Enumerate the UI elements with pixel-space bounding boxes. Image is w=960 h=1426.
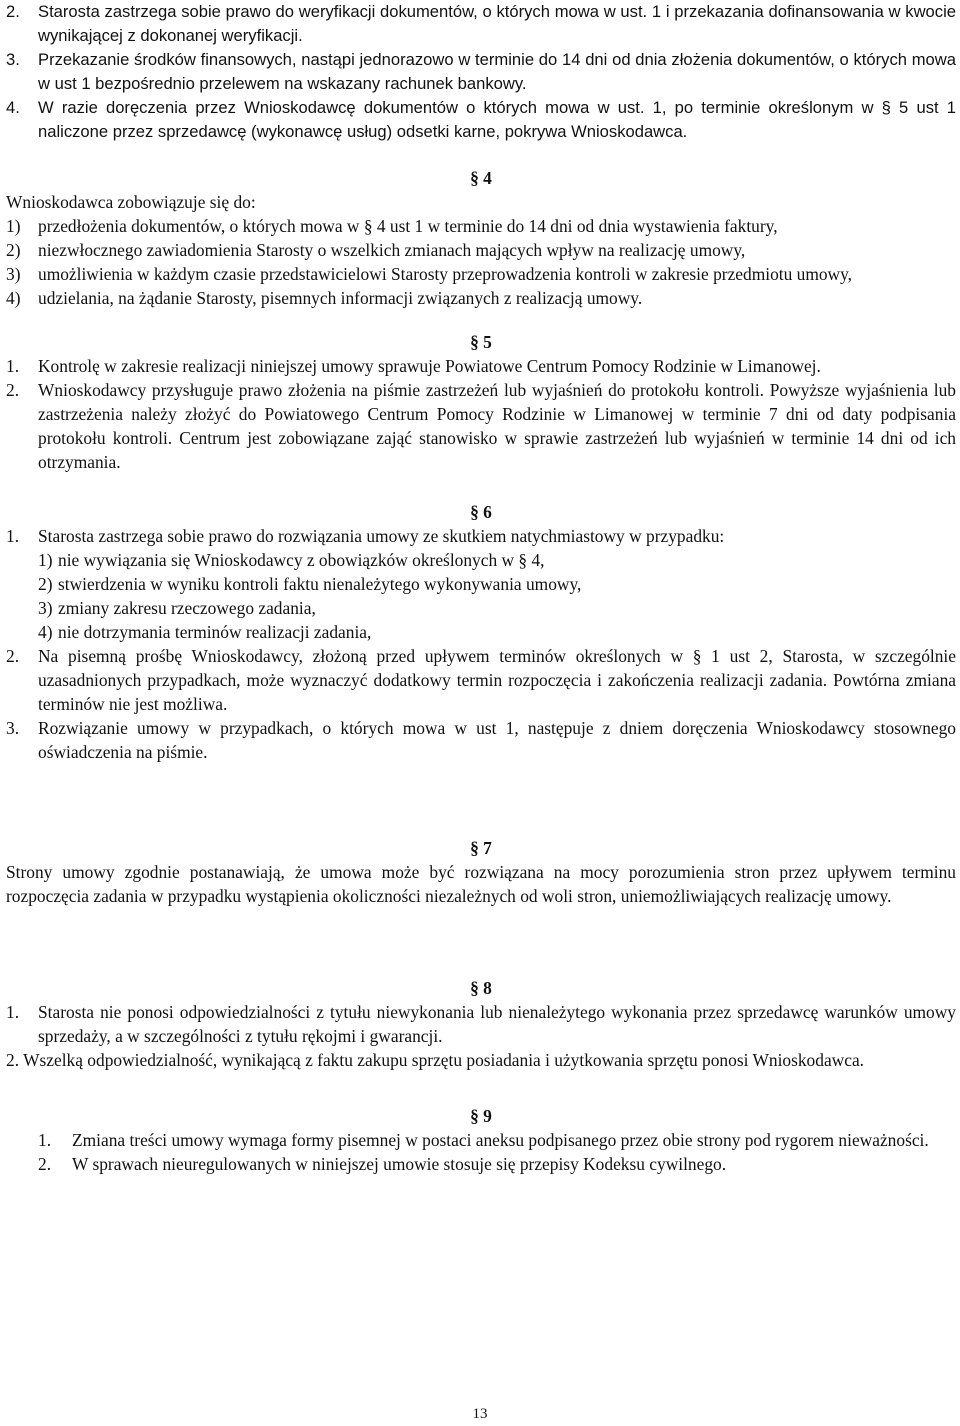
sub-list-item-text: zmiany zakresu rzeczowego zadania, xyxy=(58,598,316,618)
list-item-text: Kontrolę w zakresie realizacji niniejszej umowy sprawuje Powiatowe Centrum Pomocy Rodzinie w Limanowej. xyxy=(38,356,821,376)
sub-list-item xyxy=(6,596,956,620)
list-item-text: przedłożenia dokumentów, o których mowa w § 4 ust 1 w terminie do 14 dni od dnia wystawienia faktury, xyxy=(38,216,778,236)
list-item-number: 3) xyxy=(6,264,21,284)
list-item-text: Rozwiązanie umowy w przypadkach, o których mowa w ust 1, następuje z dniem doręczenia Wnioskodawcy stosownego oświadczenia na piśmie. xyxy=(38,718,956,762)
list-item xyxy=(6,286,956,310)
list-item-number: 2. xyxy=(6,1050,20,1070)
section-5-heading: § 5 xyxy=(470,332,492,352)
paragraph-3 xyxy=(6,48,956,96)
sub-list-item xyxy=(6,620,956,644)
section-5-body xyxy=(6,354,956,474)
section-8-body xyxy=(6,1000,956,1072)
list-item xyxy=(6,716,956,764)
list-item-text: Starosta zastrzega sobie prawo do rozwiązania umowy ze skutkiem natychmiastowy w przypadku: xyxy=(38,526,725,546)
list-item xyxy=(6,238,956,262)
section-7-heading: § 7 xyxy=(470,838,492,858)
document-page xyxy=(6,0,956,1176)
list-item-text: Starosta nie ponosi odpowiedzialności z tytułu niewykonania lub nienależytego wykonania przez sprzedawcę warunków umowy sprzedaży, a w szczególności z tytułu rękojmi i gwarancji. xyxy=(38,1002,956,1046)
sub-list-item-text: stwierdzenia w wyniku kontroli faktu nienależytego wykonywania umowy, xyxy=(58,574,582,594)
section-4-body xyxy=(6,190,956,310)
section-9-body xyxy=(6,1128,956,1176)
list-item-text: umożliwienia w każdym czasie przedstawicielowi Starosty przeprowadzenia kontroli w zakresie przedmiotu umowy, xyxy=(38,264,853,284)
list-item-text: Zmiana treści umowy wymaga formy pisemnej w postaci aneksu podpisanego przez obie strony pod rygorem nieważności. xyxy=(72,1130,929,1150)
list-item xyxy=(6,1000,956,1048)
paragraph-text: Przekazanie środków finansowych, nastąpi jednorazowo w terminie do 14 dni od dnia złożenia dokumentów, o których mowa w ust 1 bezpośrednio przelewem na wskazany rachunek bankowy. xyxy=(38,50,956,93)
list-item-number: 2. xyxy=(6,380,20,400)
list-item-number: 2. xyxy=(38,1154,52,1174)
section-8-heading: § 8 xyxy=(470,978,492,998)
list-item-text: Wnioskodawcy przysługuje prawo złożenia na piśmie zastrzeżeń lub wyjaśnień do protokołu kontroli. Powyższe wyjaśnienia lub zastrzeżenia należy złożyć do Powiatowego Centrum Pomocy Rodzinie w Limanowej w terminie 7 dni od daty podpisania protokołu kontroli. Centrum jest zobowiązane zająć stanowisko w sprawie zastrzeżeń lub wyjaśnień w terminie 14 dni od ich otrzymania. xyxy=(38,380,956,472)
paragraph-text: W razie doręczenia przez Wnioskodawcę dokumentów o których mowa w ust. 1, po terminie określonym w § 5 ust 1 naliczone przez sprzedawcę (wykonawcę usług) odsetki karne, pokrywa Wnioskodawca. xyxy=(38,98,956,141)
list-item-number: 2. xyxy=(6,646,20,666)
list-item-number: 2) xyxy=(6,240,21,260)
section-6-heading: § 6 xyxy=(470,502,492,522)
page-number: 13 xyxy=(472,1406,488,1422)
list-item-number: 1. xyxy=(38,1130,52,1150)
list-item-number: 1) xyxy=(6,216,21,236)
list-item xyxy=(6,214,956,238)
list-item-number: 3. xyxy=(6,718,20,738)
list-item xyxy=(6,524,956,548)
paragraph-2 xyxy=(6,0,956,48)
sub-list-item-number: 3) xyxy=(38,598,53,618)
sub-list-item-text: nie wywiązania się Wnioskodawcy z obowiązków określonych w § 4, xyxy=(58,550,545,570)
sub-list-item-number: 2) xyxy=(38,574,53,594)
list-item-text: W sprawach nieuregulowanych w niniejszej umowie stosuje się przepisy Kodeksu cywilnego. xyxy=(72,1154,727,1174)
section-4-intro: Wnioskodawca zobowiązuje się do: xyxy=(6,192,256,212)
section-7-text: Strony umowy zgodnie postanawiają, że umowa może być rozwiązana na mocy porozumienia stron przez upływem terminu rozpoczęcia zadania w przypadku wystąpienia okoliczności niezależnych od woli stron, uniemożliwiających realizację umowy. xyxy=(6,862,956,906)
list-item-number: 1. xyxy=(6,526,20,546)
list-item-number: 4) xyxy=(6,288,21,308)
list-item-number: 1. xyxy=(6,1002,20,1022)
section-4-heading: § 4 xyxy=(470,168,492,188)
list-item-text: udzielania, na żądanie Starosty, pisemnych informacji związanych z realizacją umowy. xyxy=(38,288,643,308)
list-item xyxy=(6,1048,956,1072)
section-6-body xyxy=(6,524,956,764)
list-item-text: Wszelką odpowiedzialność, wynikającą z faktu zakupu sprzętu posiadania i użytkowania sprzętu ponosi Wnioskodawca. xyxy=(23,1050,865,1070)
list-item xyxy=(6,1128,956,1152)
list-item xyxy=(6,1152,956,1176)
paragraph-4 xyxy=(6,96,956,144)
list-item-text: niezwłocznego zawiadomienia Starosty o wszelkich zmianach mających wpływ na realizację umowy, xyxy=(38,240,746,260)
section-9-heading: § 9 xyxy=(470,1106,492,1126)
sub-list-item-number: 4) xyxy=(38,622,53,642)
paragraph-text: Starosta zastrzega sobie prawo do weryfikacji dokumentów, o których mowa w ust. 1 i przekazania dofinansowania w kwocie wynikającej z dokonanej weryfikacji. xyxy=(38,2,956,45)
section-3-continuation xyxy=(6,0,956,144)
list-item xyxy=(6,354,956,378)
sub-list-item xyxy=(6,548,956,572)
paragraph-number: 2. xyxy=(6,2,20,21)
list-item xyxy=(6,644,956,716)
paragraph-number: 3. xyxy=(6,50,20,69)
sub-list-item xyxy=(6,572,956,596)
list-item xyxy=(6,378,956,474)
list-item-number: 1. xyxy=(6,356,20,376)
list-item-text: Na pisemną prośbę Wnioskodawcy, złożoną przed upływem terminów określonych w § 1 ust 2, Starosta, w szczególnie uzasadnionych przypadkach, może wyznaczyć dodatkowy termin rozpoczęcia i zakończenia realizacji zadania. Powtórna zmiana terminów nie jest możliwa. xyxy=(38,646,956,714)
paragraph-number: 4. xyxy=(6,98,20,117)
sub-list-item-number: 1) xyxy=(38,550,53,570)
sub-list-item-text: nie dotrzymania terminów realizacji zadania, xyxy=(58,622,372,642)
list-item xyxy=(6,262,956,286)
